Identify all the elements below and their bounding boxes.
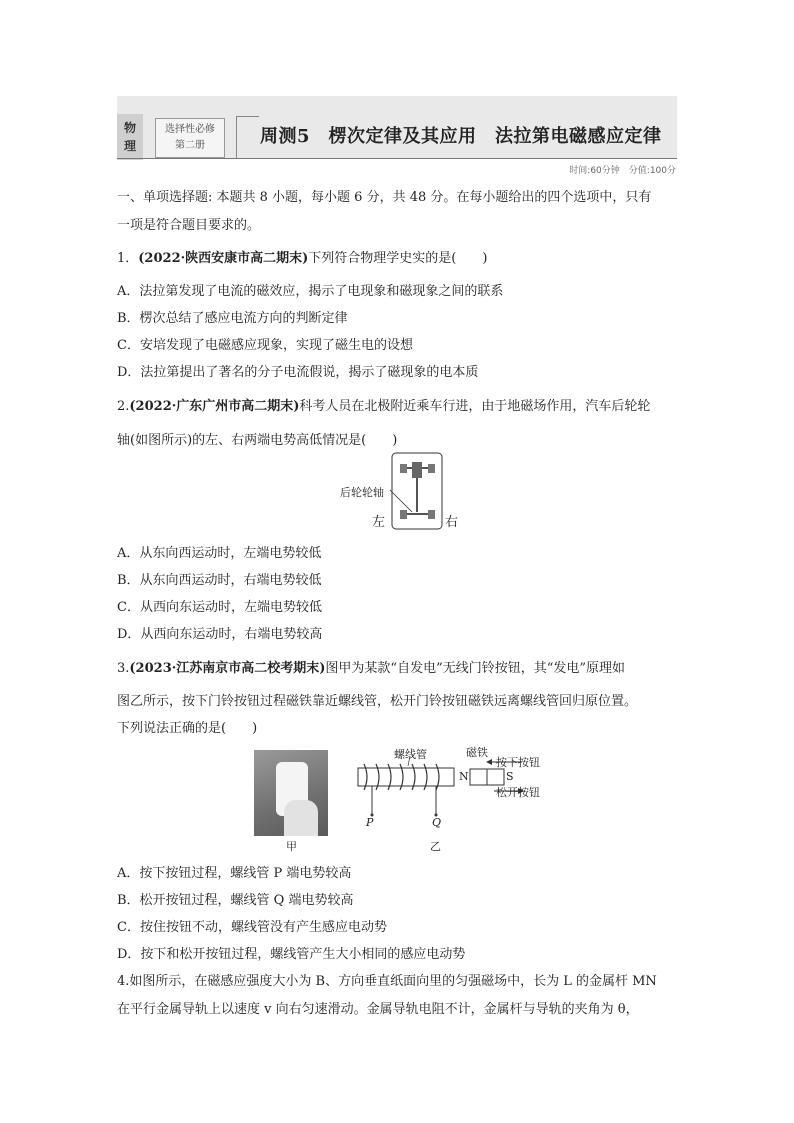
subject-tag-bottom: 理 [123, 139, 136, 153]
question-2-option-a: A．从东向西运动时，左端电势较低 [117, 546, 322, 561]
coil-label: 螺线管 [394, 748, 427, 761]
section-intro-line2: 一项是符合题目要求的。 [117, 218, 261, 233]
book-tag [155, 118, 225, 158]
question-1-num: 1． [117, 251, 139, 266]
question-3-option-b: B．松开按钮过程，螺线管 Q 端电势较高 [117, 893, 354, 908]
subject-tag [117, 114, 143, 160]
question-2-text: 科考人员在北极附近乘车行进，由于地磁场作用，汽车后轮轮 [299, 399, 651, 414]
question-2-source: (2022·广东广州市高二期末) [129, 399, 300, 414]
question-1-option-d: D．法拉第提出了著名的分子电流假说，揭示了磁现象的电本质 [117, 365, 479, 380]
magnet-s-label: S [506, 770, 514, 783]
question-1-stem [117, 247, 487, 266]
question-1-text: 下列符合物理学史实的是( ) [308, 251, 488, 266]
question-2-option-b: B．从东向西运动时，右端电势较低 [117, 573, 322, 588]
time-score-meta: 时间:60分钟 分值:100分 [569, 166, 676, 176]
question-1-source: (2022·陕西安康市高二期末) [138, 251, 309, 266]
question-3-stem3: 下列说法正确的是( ) [117, 721, 258, 736]
question-1-option-a: A．法拉第发现了电流的磁效应，揭示了电现象和磁现象之间的联系 [117, 284, 504, 299]
book-tag-line1: 选择性必修 [165, 124, 215, 135]
question-3-source: (2023·江苏南京市高二校考期末) [129, 661, 326, 676]
page-title: 周测5 楞次定律及其应用 法拉第电磁感应定律 [260, 126, 662, 147]
release-button-label: 松开按钮 [496, 786, 540, 799]
question-3-option-d: D．按下和松开按钮过程，螺线管产生大小相同的感应电动势 [117, 947, 466, 962]
subject-tag-top: 物 [123, 121, 136, 135]
magnet-label: 磁铁 [466, 746, 488, 759]
question-4-stem2: 在平行金属导轨上以速度 v 向右匀速滑动。金属导轨电阻不计，金属杆与导轨的夹角为 θ， [117, 1002, 639, 1017]
question-4-num: 4. [117, 974, 130, 989]
question-2-stem [117, 395, 650, 414]
coil-figure [350, 744, 550, 854]
question-3-text: 图甲为某款“自发电”无线门铃按钮，其“发电”原理如 [325, 661, 626, 676]
axle-label: 后轮轮轴 [340, 486, 384, 499]
question-3-stem [117, 657, 625, 676]
question-3-option-a: A．按下按钮过程，螺线管 P 端电势较高 [117, 866, 352, 881]
banner-rule [117, 158, 677, 159]
question-3-option-c: C．按住按钮不动，螺线管没有产生感应电动势 [117, 920, 387, 935]
section-intro-line1: 一、单项选择题: 本题共 8 小题，每小题 6 分，共 48 分。在每小题给出的四个选项中，只有 [117, 190, 652, 205]
magnet-n-label: N [459, 770, 469, 783]
question-3-stem2: 图乙所示，按下门铃按钮过程磁铁靠近螺线管，松开门铃按钮磁铁远离螺线管回归原位置。 [117, 694, 638, 709]
axle-right-label: 右 [445, 515, 459, 530]
press-button-label: 按下按钮 [496, 756, 540, 769]
figure-yi-label: 乙 [430, 840, 441, 853]
question-2-stem2: 轴(如图所示)的左、右两端电势高低情况是( ) [117, 433, 398, 448]
question-2-option-c: C．从西向东运动时，左端电势较低 [117, 600, 322, 615]
question-3-num: 3. [117, 661, 130, 676]
doorbell-photo [254, 750, 328, 836]
question-2-option-d: D．从西向东运动时，右端电势较高 [117, 627, 323, 642]
rear-axle-figure [340, 452, 464, 532]
question-2-num: 2. [117, 399, 130, 414]
coil-p-label: P [366, 816, 374, 829]
question-1-option-b: B．楞次总结了感应电流方向的判断定律 [117, 311, 348, 326]
book-tag-line2: 第二册 [175, 140, 205, 151]
finger-shape [284, 800, 318, 836]
axle-left-label: 左 [372, 515, 386, 530]
question-1-option-c: C．安培发现了电磁感应现象，实现了磁生电的设想 [117, 338, 413, 353]
question-4-stem [117, 970, 657, 989]
figure-jia-label: 甲 [286, 840, 297, 853]
banner-divider [236, 116, 259, 159]
coil-q-label: Q [432, 816, 442, 829]
question-4-text: 如图所示，在磁感应强度大小为 B、方向垂直纸面向里的匀强磁场中，长为 L 的金属杆 MN [129, 974, 657, 989]
